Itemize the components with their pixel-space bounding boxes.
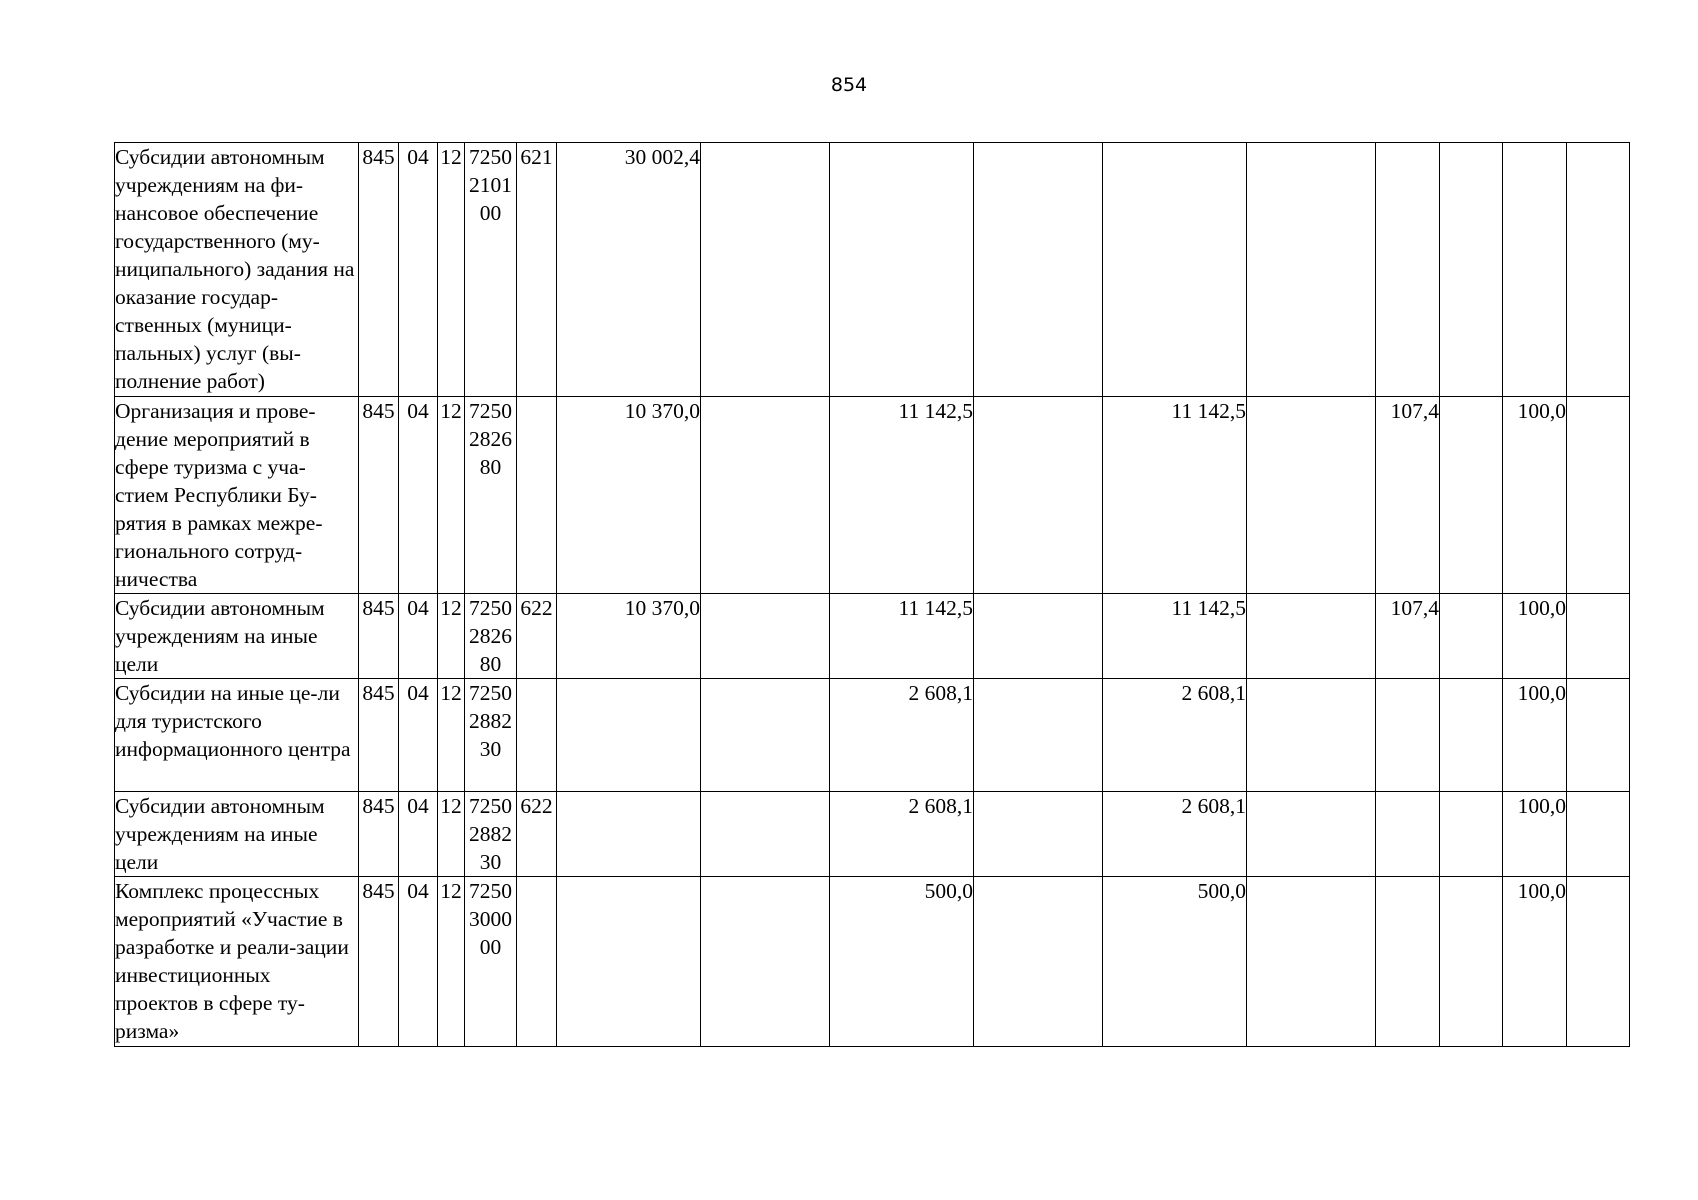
value-cell-4 [974,143,1103,397]
empty-cell [1567,679,1630,792]
pr-cell: 12 [438,679,465,792]
rz-cell: 04 [399,397,438,594]
budget-table [114,142,1630,1047]
value-cell-8 [1440,143,1503,397]
row-name-cell: Организация и прове-дение мероприятий в сфере туризма с уча-стием Республики Бу-рятия в рамках межре-гионального сотруд-ничества [115,397,359,594]
value-cell-8 [1440,792,1503,877]
value-cell-9 [1503,143,1567,397]
value-cell-7 [1376,877,1440,1047]
gr-cell: 845 [359,397,399,594]
table-row [115,877,1630,1047]
row-name-cell: Комплекс процессных мероприятий «Участие в разработке и реали-зации инвестиционных проектов в сфере ту-ризма» [115,877,359,1047]
value-cell-2 [701,877,830,1047]
value-cell-1 [557,877,701,1047]
value-cell-4 [974,679,1103,792]
value-cell-2 [701,143,830,397]
value-cell-6 [1247,594,1376,679]
row-name-cell: Субсидии автономным учреждениям на фи-нансовое обеспечение государственного (му-ниципального) задания на оказание государ-ственных (муници-пальных) услуг (вы-полнение работ) [115,143,359,397]
empty-cell [1567,143,1630,397]
value-cell-7 [1376,143,1440,397]
gr-cell: 845 [359,143,399,397]
value-cell-6 [1247,679,1376,792]
value-cell-9: 100,0 [1503,679,1567,792]
value-cell-6 [1247,397,1376,594]
pr-cell: 12 [438,397,465,594]
value-cell-4 [974,594,1103,679]
value-cell-2 [701,594,830,679]
table-row [115,397,1630,594]
value-cell-7 [1376,679,1440,792]
value-cell-9: 100,0 [1503,877,1567,1047]
pr-cell: 12 [438,792,465,877]
empty-cell [1567,397,1630,594]
value-cell-1: 10 370,0 [557,397,701,594]
value-cell-8 [1440,397,1503,594]
value-cell-3 [830,143,974,397]
value-cell-3: 2 608,1 [830,679,974,792]
csr-cell: 7250 3000 00 [465,877,517,1047]
empty-cell [1567,792,1630,877]
table-row [115,792,1630,877]
csr-cell: 7250 2882 30 [465,679,517,792]
value-cell-8 [1440,594,1503,679]
value-cell-6 [1247,143,1376,397]
row-name-cell: Субсидии автономным учреждениям на иные цели [115,792,359,877]
rz-cell: 04 [399,679,438,792]
value-cell-3: 2 608,1 [830,792,974,877]
value-cell-6 [1247,877,1376,1047]
gr-cell: 845 [359,877,399,1047]
row-name-cell: Субсидии автономным учреждениям на иные цели [115,594,359,679]
value-cell-5: 11 142,5 [1103,594,1247,679]
value-cell-2 [701,679,830,792]
gr-cell: 845 [359,792,399,877]
table-row [115,143,1630,397]
value-cell-2 [701,397,830,594]
gr-cell: 845 [359,679,399,792]
csr-cell: 7250 2826 80 [465,397,517,594]
value-cell-4 [974,792,1103,877]
value-cell-3: 11 142,5 [830,397,974,594]
rz-cell: 04 [399,143,438,397]
rz-cell: 04 [399,594,438,679]
value-cell-1: 10 370,0 [557,594,701,679]
row-name-cell: Субсидии на иные це-ли для туристского информационного центра [115,679,359,792]
value-cell-7: 107,4 [1376,397,1440,594]
value-cell-5: 2 608,1 [1103,679,1247,792]
value-cell-3: 11 142,5 [830,594,974,679]
value-cell-9: 100,0 [1503,397,1567,594]
value-cell-5: 11 142,5 [1103,397,1247,594]
csr-cell: 7250 2826 80 [465,594,517,679]
value-cell-3: 500,0 [830,877,974,1047]
rz-cell: 04 [399,877,438,1047]
value-cell-5: 500,0 [1103,877,1247,1047]
value-cell-5 [1103,143,1247,397]
value-cell-4 [974,397,1103,594]
value-cell-2 [701,792,830,877]
vr-cell [517,397,557,594]
value-cell-1 [557,792,701,877]
vr-cell: 622 [517,792,557,877]
pr-cell: 12 [438,877,465,1047]
csr-cell: 7250 2101 00 [465,143,517,397]
value-cell-8 [1440,679,1503,792]
pr-cell: 12 [438,594,465,679]
rz-cell: 04 [399,792,438,877]
vr-cell [517,679,557,792]
vr-cell: 621 [517,143,557,397]
table-row [115,594,1630,679]
value-cell-5: 2 608,1 [1103,792,1247,877]
value-cell-1 [557,679,701,792]
table-row [115,679,1630,792]
gr-cell: 845 [359,594,399,679]
value-cell-1: 30 002,4 [557,143,701,397]
value-cell-9: 100,0 [1503,792,1567,877]
value-cell-9: 100,0 [1503,594,1567,679]
value-cell-7: 107,4 [1376,594,1440,679]
pr-cell: 12 [438,143,465,397]
empty-cell [1567,594,1630,679]
page-number: 854 [830,74,868,96]
vr-cell [517,877,557,1047]
empty-cell [1567,877,1630,1047]
value-cell-8 [1440,877,1503,1047]
value-cell-6 [1247,792,1376,877]
value-cell-7 [1376,792,1440,877]
value-cell-4 [974,877,1103,1047]
csr-cell: 7250 2882 30 [465,792,517,877]
vr-cell: 622 [517,594,557,679]
